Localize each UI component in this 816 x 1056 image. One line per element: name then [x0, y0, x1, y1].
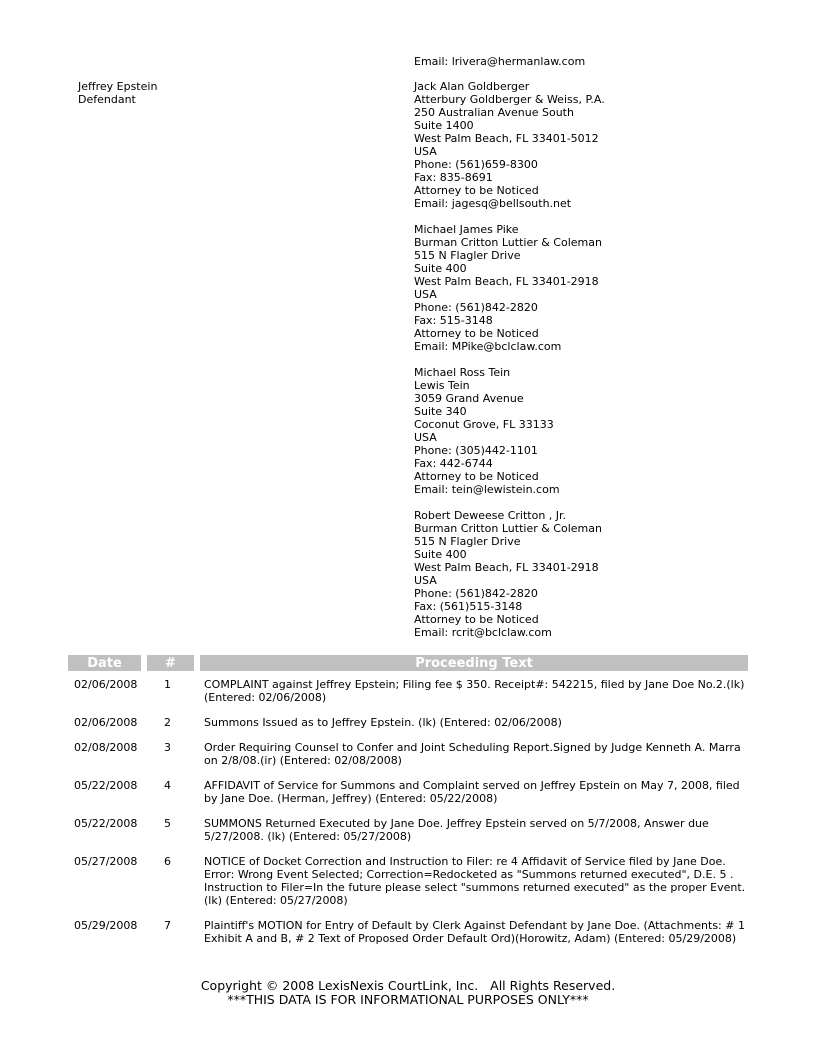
attorney-suite: Suite 1400 — [414, 119, 474, 132]
entry-date: 02/08/2008 — [74, 741, 138, 754]
attorney-country: USA — [414, 574, 437, 587]
attorney-list — [414, 80, 605, 652]
docket-row — [0, 779, 816, 805]
attorney-status: Attorney to be Noticed — [414, 613, 539, 626]
attorney-block — [414, 80, 605, 210]
attorney-status: Attorney to be Noticed — [414, 327, 539, 340]
attorney-suite: Suite 400 — [414, 548, 467, 561]
attorney-fax: Fax: 835-8691 — [414, 171, 493, 184]
entry-text-line: on 2/8/08.(ir) (Entered: 02/08/2008) — [204, 754, 402, 767]
entry-date: 05/29/2008 — [74, 919, 138, 932]
docket-header — [0, 655, 816, 671]
entry-text-line: Error: Wrong Event Selected; Correction=Redocketed as "Summons returned executed", D.E. 5 . — [204, 868, 734, 881]
attorney-phone: Phone: (305)442-1101 — [414, 444, 538, 457]
attorney-country: USA — [414, 431, 437, 444]
entry-date: 05/22/2008 — [74, 817, 138, 830]
attorney-phone: Phone: (561)842-2820 — [414, 587, 538, 600]
attorney-status: Attorney to be Noticed — [414, 184, 539, 197]
entry-text-line: COMPLAINT against Jeffrey Epstein; Filing fee $ 350. Receipt#: 542215, filed by Jane Doe No.2.(lk) — [204, 678, 745, 691]
attorney-firm: Burman Critton Luttier & Coleman — [414, 522, 602, 535]
attorney-street: 515 N Flagler Drive — [414, 535, 521, 548]
party-block — [78, 80, 157, 106]
entry-text — [204, 741, 749, 767]
entry-number: 7 — [164, 919, 171, 932]
entry-number: 1 — [164, 678, 171, 691]
attorney-city: Coconut Grove, FL 33133 — [414, 418, 554, 431]
entry-date: 02/06/2008 — [74, 678, 138, 691]
attorney-email: Email: jagesq@bellsouth.net — [414, 197, 572, 210]
entry-number: 6 — [164, 855, 171, 868]
attorney-firm: Lewis Tein — [414, 379, 470, 392]
attorney-email: Email: rcrit@bclclaw.com — [414, 626, 552, 639]
attorney-block — [414, 223, 605, 353]
attorney-city: West Palm Beach, FL 33401-5012 — [414, 132, 599, 145]
entry-date: 05/27/2008 — [74, 855, 138, 868]
entry-number: 4 — [164, 779, 171, 792]
date-column-header: Date — [68, 655, 141, 671]
entry-text — [204, 678, 749, 704]
entry-text-line: NOTICE of Docket Correction and Instruction to Filer: re 4 Affidavit of Service filed by Jane Doe. — [204, 855, 726, 868]
entry-text-line: (lk) (Entered: 05/27/2008) — [204, 894, 348, 907]
docket-row — [0, 678, 816, 704]
entry-text-line: Instruction to Filer=In the future please select "summons returned executed" as the proper Event. — [204, 881, 746, 894]
entry-text — [204, 855, 749, 907]
entry-text-line: Plaintiff's MOTION for Entry of Default by Clerk Against Defendant by Jane Doe. (Attachments: # 1 — [204, 919, 745, 932]
entry-text-line: SUMMONS Returned Executed by Jane Doe. Jeffrey Epstein served on 5/7/2008, Answer due — [204, 817, 709, 830]
entry-text — [204, 817, 749, 843]
entry-text-line: Order Requiring Counsel to Confer and Joint Scheduling Report.Signed by Judge Kenneth A. Marra — [204, 741, 741, 754]
attorney-email: Email: MPike@bclclaw.com — [414, 340, 562, 353]
entry-number: 5 — [164, 817, 171, 830]
attorney-name: Michael Ross Tein — [414, 366, 511, 379]
entry-number: 3 — [164, 741, 171, 754]
attorney-firm: Burman Critton Luttier & Coleman — [414, 236, 602, 249]
page-footer — [0, 979, 816, 1007]
entry-text-line: Exhibit A and B, # 2 Text of Proposed Order Default Ord)(Horowitz, Adam) (Entered: 05/29/2008) — [204, 932, 737, 945]
entry-date: 05/22/2008 — [74, 779, 138, 792]
attorney-city: West Palm Beach, FL 33401-2918 — [414, 561, 599, 574]
attorney-block — [414, 366, 605, 496]
entry-text-line: AFFIDAVIT of Service for Summons and Complaint served on Jeffrey Epstein on May 7, 2008, filed — [204, 779, 740, 792]
docket-row — [0, 919, 816, 945]
entry-text-line: by Jane Doe. (Herman, Jeffrey) (Entered: 05/22/2008) — [204, 792, 498, 805]
entry-text-line: (Entered: 02/06/2008) — [204, 691, 327, 704]
entry-number: 2 — [164, 716, 171, 729]
entry-text-line: Summons Issued as to Jeffrey Epstein. (lk) (Entered: 02/06/2008) — [204, 716, 562, 729]
docket-row — [0, 741, 816, 767]
attorney-fax: Fax: 515-3148 — [414, 314, 493, 327]
attorney-name: Robert Deweese Critton , Jr. — [414, 509, 567, 522]
proceeding-text-column-header: Proceeding Text — [200, 655, 748, 671]
attorney-street: 250 Australian Avenue South — [414, 106, 574, 119]
number-column-header: # — [147, 655, 194, 671]
copyright-notice: Copyright © 2008 LexisNexis CourtLink, Inc. All Rights Reserved. — [200, 978, 616, 993]
entry-text — [204, 716, 749, 729]
entry-text — [204, 779, 749, 805]
attorney-status: Attorney to be Noticed — [414, 470, 539, 483]
docket-row — [0, 817, 816, 843]
attorney-country: USA — [414, 145, 437, 158]
entry-date: 02/06/2008 — [74, 716, 138, 729]
party-name: Jeffrey Epstein — [78, 80, 158, 93]
docket-entries — [0, 678, 816, 957]
attorney-city: West Palm Beach, FL 33401-2918 — [414, 275, 599, 288]
attorney-suite: Suite 340 — [414, 405, 467, 418]
plaintiff-attorney-email: Email: lrivera@hermanlaw.com — [414, 55, 586, 68]
attorney-firm: Atterbury Goldberger & Weiss, P.A. — [414, 93, 605, 106]
attorney-block — [414, 509, 605, 639]
attorney-country: USA — [414, 288, 437, 301]
entry-text — [204, 919, 749, 945]
docket-row — [0, 855, 816, 907]
attorney-phone: Phone: (561)659-8300 — [414, 158, 538, 171]
attorney-name: Jack Alan Goldberger — [414, 80, 530, 93]
attorney-name: Michael James Pike — [414, 223, 519, 236]
disclaimer-notice: ***THIS DATA IS FOR INFORMATIONAL PURPOSES ONLY*** — [227, 992, 589, 1007]
attorney-suite: Suite 400 — [414, 262, 467, 275]
entry-text-line: 5/27/2008. (lk) (Entered: 05/27/2008) — [204, 830, 412, 843]
attorney-fax: Fax: (561)515-3148 — [414, 600, 523, 613]
attorney-street: 3059 Grand Avenue — [414, 392, 524, 405]
docket-row — [0, 716, 816, 729]
party-role: Defendant — [78, 93, 136, 106]
attorney-fax: Fax: 442-6744 — [414, 457, 493, 470]
attorney-email: Email: tein@lewistein.com — [414, 483, 560, 496]
attorney-phone: Phone: (561)842-2820 — [414, 301, 538, 314]
attorney-street: 515 N Flagler Drive — [414, 249, 521, 262]
